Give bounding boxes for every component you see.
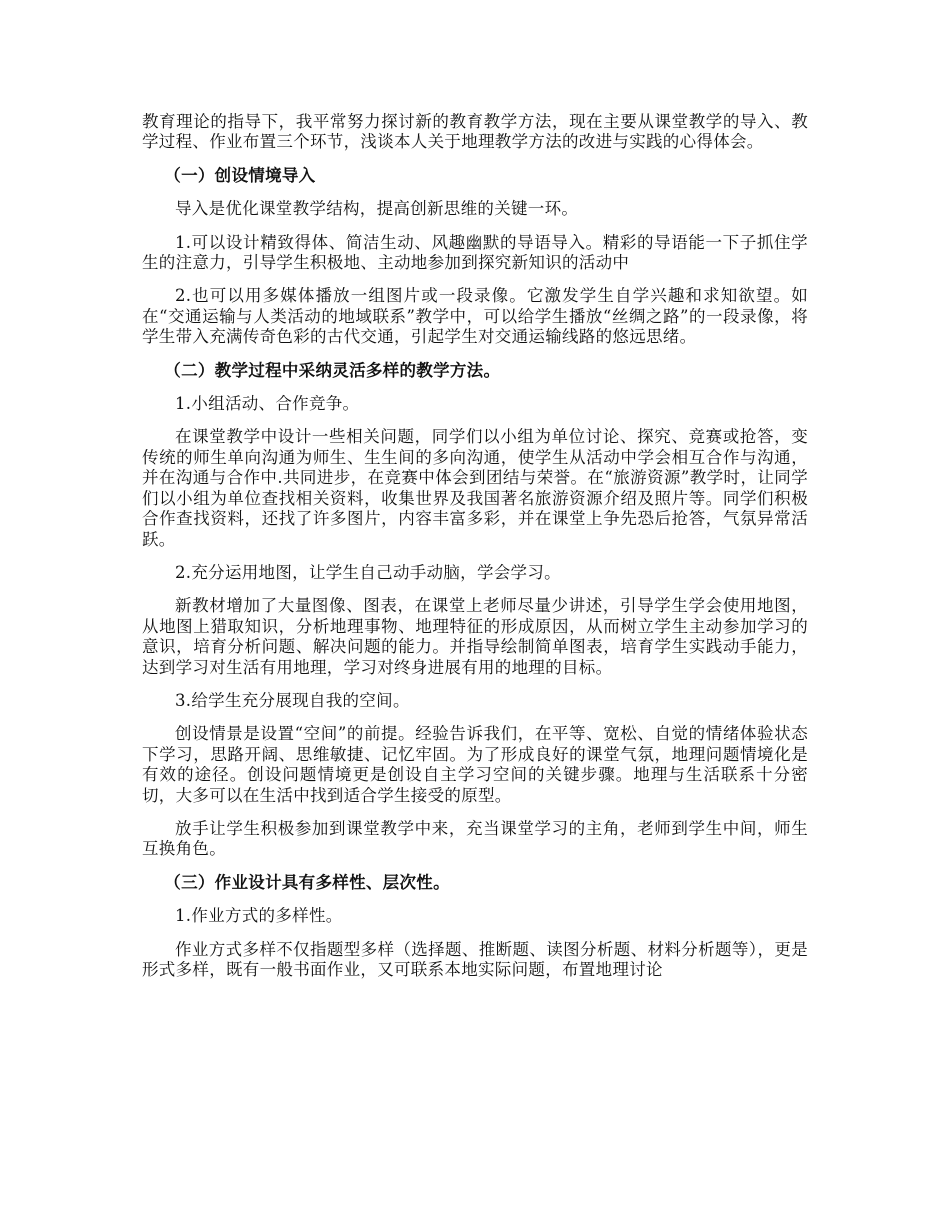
section-heading: （一）创设情境导入: [164, 165, 316, 185]
paragraph: 教育理论的指导下，我平常努力探讨新的教育教学方法，现在主要从课堂教学的导入、教学过程、作业布置三个环节，浅谈本人关于地理教学方法的改进与实践的心得体会。: [142, 112, 808, 152]
paragraph: 3.给学生充分展现自我的空间。: [175, 690, 410, 710]
paragraph: 2.也可以用多媒体播放一组图片或一段录像。它激发学生自学兴趣和求知欲望。如在“交通运输与人类活动的地域联系”教学中，可以给学生播放“丝绸之路”的一段录像，将学生带入充满传奇色彩的古代交通，引起学生对交通运输线路的悠远思绪。: [142, 286, 808, 347]
paragraph: 2.充分运用地图，让学生自己动手动脑，学会学习。: [175, 562, 561, 582]
paragraph: 1.小组活动、合作竞争。: [175, 394, 360, 414]
section-heading: （二）教学过程中采纳灵活多样的教学方法。: [164, 360, 501, 380]
paragraph: 1.可以设计精致得体、简洁生动、风趣幽默的导语导入。精彩的导语能一下子抓住学生的注意力，引导学生积极地、主动地参加到探究新知识的活动中: [142, 232, 808, 273]
paragraph: 放手让学生积极参加到课堂教学中来，充当课堂学习的主角，老师到学生中间，师生互换角色。: [142, 818, 808, 859]
paragraph: 创设情景是设置“空间”的前提。经验告诉我们，在平等、宽松、自觉的情绪体验状态下学习，思路开阔、思维敏捷、记忆牢固。为了形成良好的课堂气氛，地理问题情境化是有效的途径。创设问题情境更是创设自主学习空间的关键步骤。地理与生活联系十分密切，大多可以在生活中找到适合学生接受的原型。: [142, 724, 808, 805]
paragraph: 导入是优化课堂教学结构，提高创新思维的关键一环。: [175, 199, 579, 219]
document-body: [142, 112, 808, 980]
paragraph: 新教材增加了大量图像、图表，在课堂上老师尽量少讲述，引导学生学会使用地图，从地图上猎取知识，分析地理事物、地理特征的形成原因，从而树立学生主动参加学习的意识，培育分析问题、解决问题的能力。并指导绘制简单图表，培育学生实践动手能力，达到学习对生活有用地理，学习对终身进展有用的地理的目标。: [142, 596, 808, 677]
section-heading: （三）作业设计具有多样性、层次性。: [164, 872, 450, 892]
paragraph: 作业方式多样不仅指题型多样（选择题、推断题、读图分析题、材料分析题等），更是形式多样，既有一般书面作业，又可联系本地实际问题，布置地理讨论: [142, 939, 808, 979]
paragraph: 1.作业方式的多样性。: [175, 906, 343, 926]
paragraph: 在课堂教学中设计一些相关问题，同学们以小组为单位讨论、探究、竞赛或抢答，变传统的师生单向沟通为师生、生生间的多向沟通，使学生从活动中学会相互合作与沟通，并在沟通与合作中.共同进步，在竞赛中体会到团结与荣誉。在“旅游资源”教学时，让同学们以小组为单位查找相关资料，收集世界及我国著名旅游资源介绍及照片等。同学们积极合作查找资料，还找了许多图片，内容丰富多彩，并在课堂上争先恐后抢答，气氛异常活跃。: [142, 427, 808, 549]
